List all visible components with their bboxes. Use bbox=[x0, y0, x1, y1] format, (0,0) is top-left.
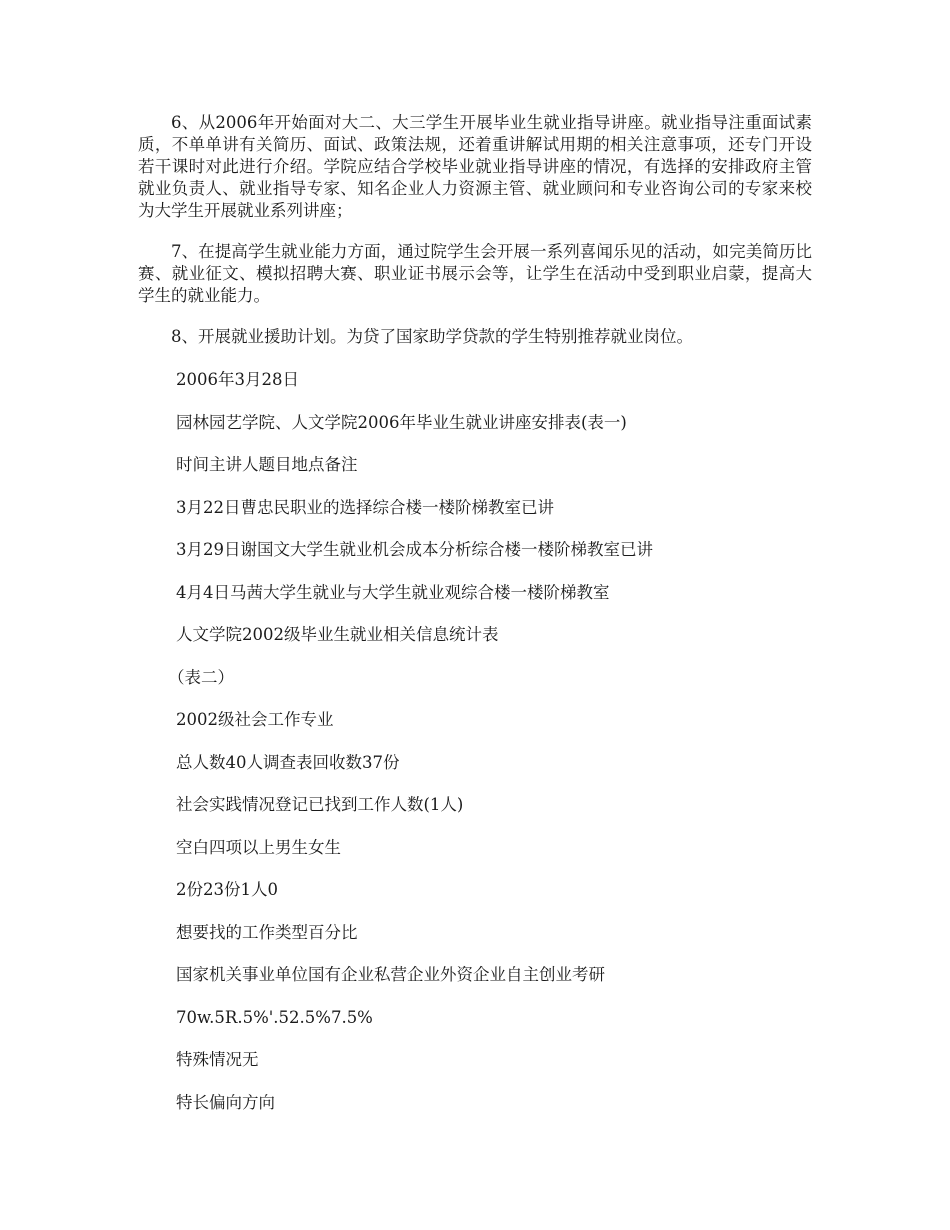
practice-values: 2份23份1人0 bbox=[176, 880, 278, 899]
special-case: 特殊情况无 bbox=[176, 1050, 259, 1069]
table-one-title: 园林园艺学院、人文学院2006年毕业生就业讲座安排表(表一) bbox=[176, 412, 627, 432]
job-type-header: 想要找的工作类型百分比 bbox=[176, 922, 358, 942]
table-one-row: 3月29日谢国文大学生就业机会成本分析综合楼一楼阶梯教室已讲 bbox=[176, 540, 653, 559]
table-one-row: 4月4日马茜大学生就业与大学生就业观综合楼一楼阶梯教室 bbox=[176, 582, 610, 602]
specialty-direction: 特长偏向方向 bbox=[176, 1092, 275, 1112]
table-one-header: 时间主讲人题目地点备注 bbox=[176, 455, 358, 474]
paragraph-item-8: 8、开展就业援助计划。为贷了国家助学贷款的学生特别推荐就业岗位。 bbox=[171, 327, 693, 346]
practice-header: 社会实践情况登记已找到工作人数(1人) bbox=[176, 795, 464, 814]
paragraph-item-6: 6、从2006年开始面对大二、大三学生开展毕业生就业指导讲座。就业指导注重面试素质，不单单讲有关简历、面试、政策法规，还着重讲解试用期的相关注意事项，还专门开设若干课时对此进行介绍。学院应结合学校毕业就业指导讲座的情况，有选择的安排政府主管就业负责人、就业指导专家、知名企业人力资源主管、就业顾问和专业咨询公司的专家来校为大学生开展就业系列讲座； bbox=[138, 113, 812, 220]
table-two-label: （表二） bbox=[168, 667, 234, 687]
practice-subheader: 空白四项以上男生女生 bbox=[176, 837, 341, 857]
job-type-categories: 国家机关事业单位国有企业私营企业外资企业自主创业考研 bbox=[176, 965, 605, 984]
major-name: 2002级社会工作专业 bbox=[176, 710, 334, 729]
paragraph-item-7: 7、在提高学生就业能力方面，通过院学生会开展一系列喜闻乐见的活动，如完美简历比赛、就业征文、模拟招聘大赛、职业证书展示会等，让学生在活动中受到职业启蒙，提高大学生的就业能力。 bbox=[138, 242, 812, 305]
document-date: 2006年3月28日 bbox=[176, 370, 299, 389]
table-one-row: 3月22日曹忠民职业的选择综合楼一楼阶梯教室已讲 bbox=[176, 497, 554, 517]
document-page bbox=[138, 112, 812, 1134]
job-type-percentages: 70w.5R.5%'.52.5%7.5% bbox=[176, 1007, 373, 1027]
table-two-title: 人文学院2002级毕业生就业相关信息统计表 bbox=[176, 625, 499, 644]
survey-count: 总人数40人调查表回收数37份 bbox=[176, 752, 400, 772]
